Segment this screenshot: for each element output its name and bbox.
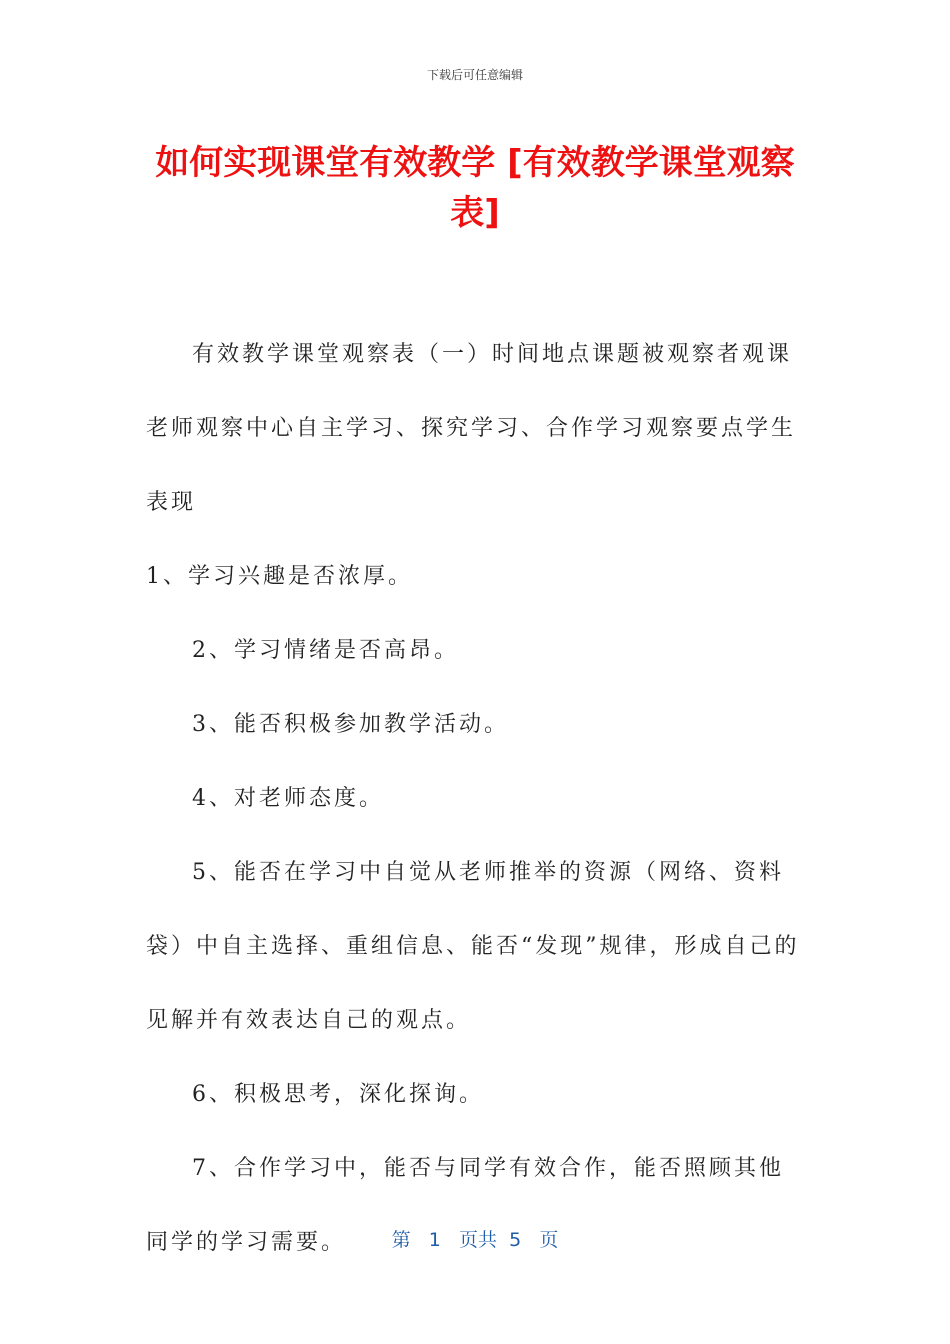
list-item-5: 5、能否在学习中自觉从老师推举的资源（网络、资料袋）中自主选择、重组信息、能否“发现”规律，形成自己的见解并有效表达自己的观点。	[146, 860, 800, 1033]
page-label-prefix: 第	[391, 1229, 411, 1251]
list-item-1: 1、学习兴趣是否浓厚。	[146, 564, 413, 589]
page-footer	[0, 1225, 950, 1252]
current-page-number: 1	[428, 1229, 441, 1251]
list-item-4: 4、对老师态度。	[192, 786, 384, 811]
document-title: 如何实现课堂有效教学 [有效教学课堂观察表]	[155, 143, 795, 233]
paragraph-intro: 有效教学课堂观察表（一）时间地点课题被观察者观课老师观察中心自主学习、探究学习、合作学习观察要点学生表现	[146, 342, 797, 515]
list-item-7: 7、合作学习中，能否与同学有效合作，能否照顾其他同学的学习需要。	[146, 1156, 784, 1255]
page-label-suffix: 页	[539, 1229, 559, 1251]
list-item-3: 3、能否积极参加教学活动。	[192, 712, 509, 737]
list-item-2: 2、学习情绪是否高昂。	[192, 638, 459, 663]
header-note: 下载后可任意编辑	[426, 68, 523, 82]
total-pages-number: 5	[509, 1229, 522, 1251]
list-item-6: 6、积极思考，深化探询。	[192, 1082, 484, 1107]
page-label-middle: 页共	[459, 1229, 498, 1251]
document-body	[146, 318, 806, 1280]
